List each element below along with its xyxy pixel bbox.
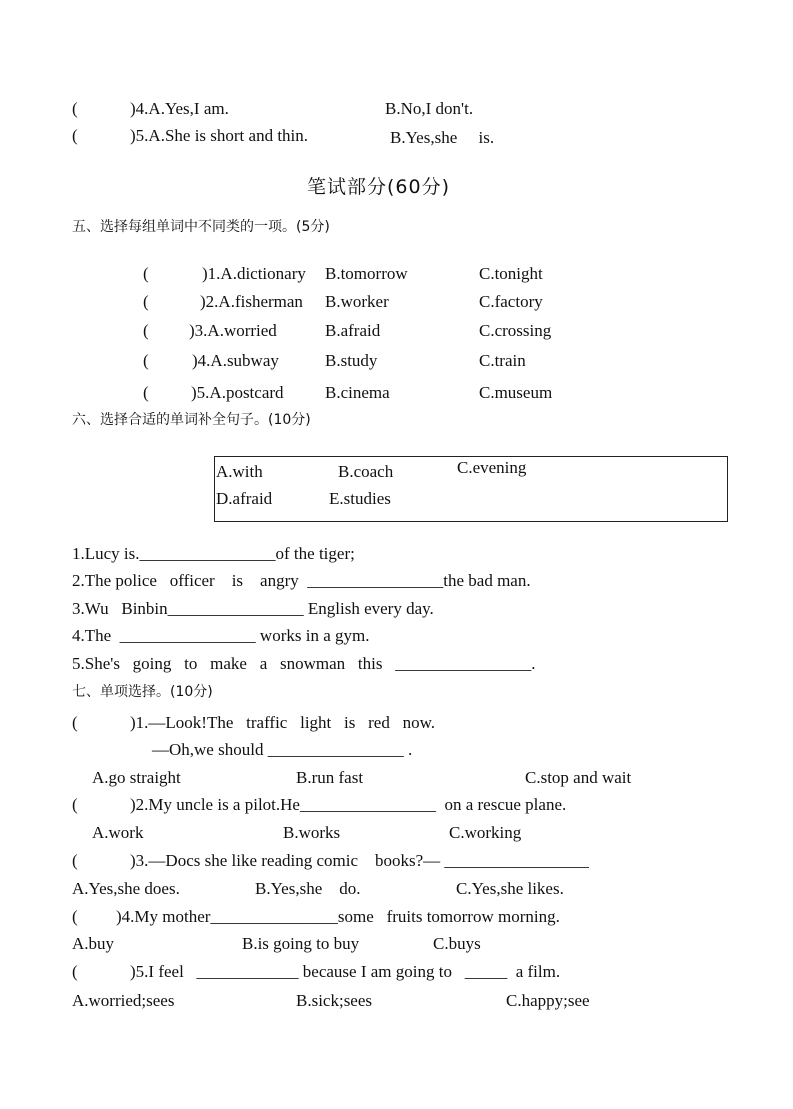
- word-bank-option-c: C.evening: [457, 458, 527, 477]
- word-bank-option-b: B.coach: [338, 462, 394, 481]
- sec5-item5-a: )5.A.postcard: [191, 383, 284, 402]
- sec7-q3-option-a: A.Yes,she does.: [72, 879, 180, 898]
- sec5-item4-b: B.study: [325, 351, 378, 370]
- sec6-sentence-2: 2.The police officer is angry ________________the bad man.: [72, 571, 531, 590]
- section5-heading: 五、选择每组单词中不同类的一项。(5分): [72, 219, 330, 235]
- sec7-q5-option-c: C.happy;see: [506, 991, 590, 1010]
- sec6-sentence-3: 3.Wu Binbin________________ English every day.: [72, 599, 434, 618]
- sec7-q4-option-b: B.is going to buy: [242, 934, 360, 953]
- sec7-q4-paren: (: [72, 907, 78, 926]
- top-q5-paren: (: [72, 126, 78, 145]
- sec7-q2-stem: )2.My uncle is a pilot.He________________ on a rescue plane.: [130, 795, 567, 814]
- top-q5-option-b: B.Yes,she is.: [390, 128, 495, 147]
- sec7-q5-paren: (: [72, 962, 78, 981]
- sec5-item3-b: B.afraid: [325, 321, 381, 340]
- sec7-q5-option-a: A.worried;sees: [72, 991, 175, 1010]
- sec6-sentence-5: 5.She's going to make a snowman this ________________.: [72, 654, 536, 673]
- sec5-item3-paren: (: [143, 321, 149, 340]
- section6-heading: 六、选择合适的单词补全句子。(10分): [72, 412, 311, 428]
- sec5-item5-paren: (: [143, 383, 149, 402]
- sec5-item3-c: C.crossing: [479, 321, 552, 340]
- sec7-q3-paren: (: [72, 851, 78, 870]
- section7-heading: 七、单项选择。(10分): [72, 684, 213, 700]
- sec5-item2-c: C.factory: [479, 292, 543, 311]
- sec5-item4-paren: (: [143, 351, 149, 370]
- sec7-q1-stem2: —Oh,we should ________________ .: [152, 740, 413, 759]
- sec7-q1-option-c: C.stop and wait: [525, 768, 632, 787]
- sec5-item1-a: )1.A.dictionary: [202, 264, 306, 283]
- top-q4-option-b: B.No,I don't.: [385, 99, 474, 118]
- sec7-q1-stem: )1.—Look!The traffic light is red now.: [130, 713, 435, 732]
- sec7-q2-option-a: A.work: [92, 823, 144, 842]
- sec7-q3-option-b: B.Yes,she do.: [255, 879, 361, 898]
- sec7-q3-option-c: C.Yes,she likes.: [456, 879, 564, 898]
- written-part-title: 笔试部分(60分): [307, 176, 451, 198]
- sec7-q3-stem: )3.—Docs she like reading comic books?— _________________: [130, 851, 589, 870]
- sec6-sentence-1: 1.Lucy is.________________of the tiger;: [72, 544, 355, 563]
- sec7-q2-option-b: B.works: [283, 823, 341, 842]
- sec7-q1-option-b: B.run fast: [296, 768, 364, 787]
- sec7-q5-option-b: B.sick;sees: [296, 991, 373, 1010]
- top-q4-paren: (: [72, 99, 78, 118]
- sec5-item4-c: C.train: [479, 351, 526, 370]
- sec7-q2-option-c: C.working: [449, 823, 522, 842]
- sec5-item1-b: B.tomorrow: [325, 264, 408, 283]
- sec7-q1-option-a: A.go straight: [92, 768, 181, 787]
- sec5-item1-c: C.tonight: [479, 264, 543, 283]
- sec7-q2-paren: (: [72, 795, 78, 814]
- sec5-item5-b: B.cinema: [325, 383, 390, 402]
- sec7-q4-option-a: A.buy: [72, 934, 115, 953]
- sec7-q4-stem: )4.My mother_______________some fruits tomorrow morning.: [116, 907, 560, 926]
- sec5-item2-a: )2.A.fisherman: [200, 292, 303, 311]
- word-bank-option-a: A.with: [216, 462, 263, 481]
- top-q5-stem: )5.A.She is short and thin.: [130, 126, 309, 145]
- word-bank-option-d: D.afraid: [216, 489, 273, 508]
- top-q4-stem: )4.A.Yes,I am.: [130, 99, 229, 118]
- sec7-q1-paren: (: [72, 713, 78, 732]
- sec6-sentence-4: 4.The ________________ works in a gym.: [72, 626, 370, 645]
- sec5-item1-paren: (: [143, 264, 149, 283]
- sec7-q4-option-c: C.buys: [433, 934, 481, 953]
- sec5-item3-a: )3.A.worried: [189, 321, 277, 340]
- word-bank-option-e: E.studies: [329, 489, 391, 508]
- sec5-item2-b: B.worker: [325, 292, 389, 311]
- sec5-item2-paren: (: [143, 292, 149, 311]
- sec5-item5-c: C.museum: [479, 383, 553, 402]
- sec5-item4-a: )4.A.subway: [192, 351, 279, 370]
- sec7-q5-stem: )5.I feel ____________ because I am going to _____ a film.: [130, 962, 561, 981]
